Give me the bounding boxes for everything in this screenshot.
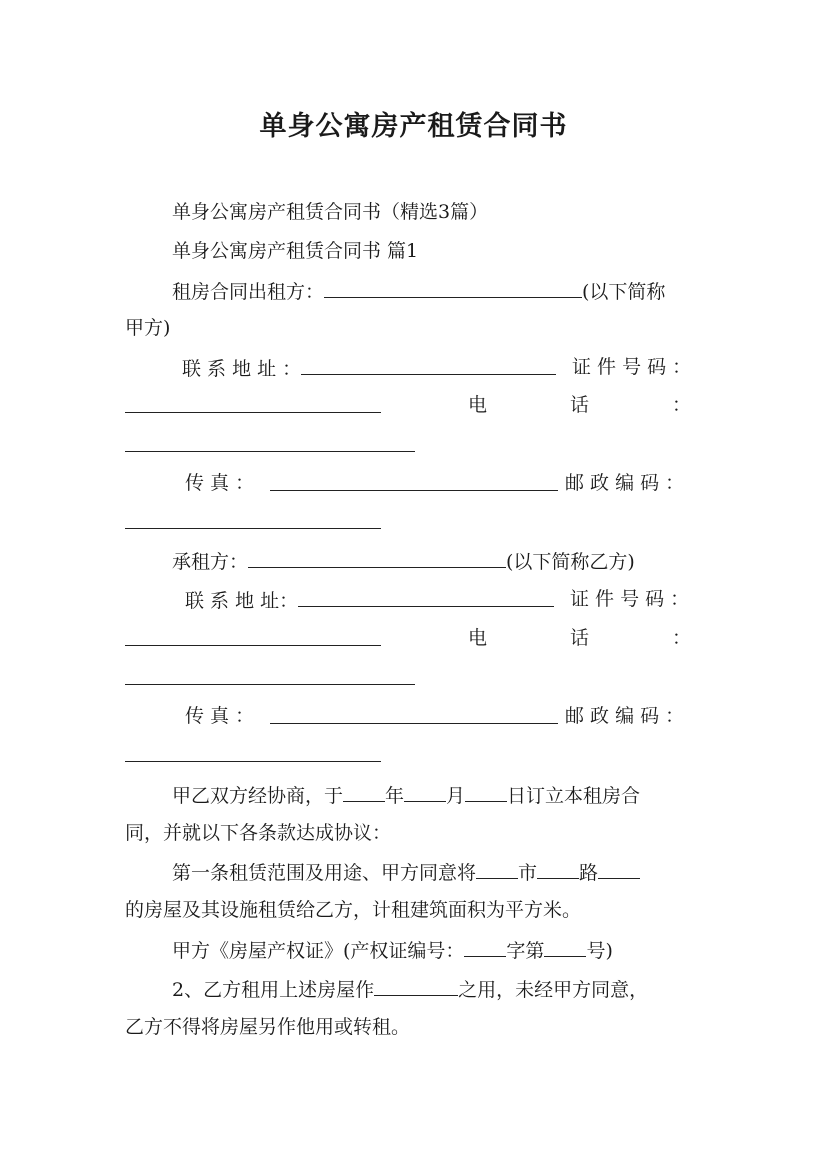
cert-text: 甲方《房屋产权证》(产权证编号：: [172, 940, 465, 962]
lessor-line: [172, 277, 665, 305]
lessee-phone-blank[interactable]: [125, 664, 415, 685]
clause2-line: [172, 975, 648, 1003]
agreement-line-2: 同，并就以下各条款达成协议：: [125, 822, 392, 844]
lessor-fax-row: [270, 470, 558, 498]
clause2-text: 之用，未经甲方同意，: [458, 979, 649, 1001]
lessee-fax-line: [185, 703, 254, 729]
phone-char: 话: [569, 627, 589, 649]
agreement-line: [172, 781, 640, 809]
lessee-label: 承租方：: [172, 551, 249, 573]
clause1-line: [172, 858, 640, 886]
house-number-blank[interactable]: [598, 858, 640, 879]
lessee-name-blank[interactable]: [248, 547, 506, 568]
lessor-postcode-blank[interactable]: [125, 508, 381, 529]
cert-number-blank[interactable]: [544, 936, 586, 957]
lessee-id-label: 证 件 号 码 ：: [570, 588, 690, 610]
lessor-fax-line: [185, 470, 254, 496]
lessee-phone-row: [125, 664, 415, 692]
phone-char: ：: [671, 627, 691, 649]
lessor-address-label: 联 系 地 址 ：: [182, 358, 302, 380]
lessor-id-blank[interactable]: [125, 392, 381, 413]
agreement-text: 甲乙双方经协商，于: [172, 785, 344, 807]
cert-hao-label: 号): [586, 940, 613, 962]
year-blank[interactable]: [343, 781, 385, 802]
clause1-text: 第一条租赁范围及用途、甲方同意将: [172, 862, 477, 884]
lessee-id-blank[interactable]: [125, 625, 381, 646]
lessor-id-row: [125, 392, 381, 420]
lessor-phone-label: [468, 392, 691, 418]
lessee-fax-row: [270, 703, 558, 731]
usage-blank[interactable]: [374, 975, 458, 996]
lessee-address-label: 联 系 地 址：: [185, 590, 299, 612]
intro-line: 单身公寓房产租赁合同书（精选3篇）: [172, 201, 489, 223]
city-blank[interactable]: [476, 858, 518, 879]
city-label: 市: [518, 862, 538, 884]
lessor-name-blank[interactable]: [324, 277, 582, 298]
lessor-postcode-label: 邮 政 编 码 ：: [565, 472, 685, 494]
lessee-fax-blank[interactable]: [270, 703, 558, 724]
cert-line: [172, 936, 613, 964]
lessee-postcode-label: 邮 政 编 码 ：: [565, 705, 685, 727]
lessor-postcode-row: [125, 508, 381, 536]
cert-zi-blank[interactable]: [464, 936, 506, 957]
clause2-text: 2、乙方租用上述房屋作: [172, 979, 375, 1001]
lessor-suffix-line: 甲方): [125, 317, 171, 339]
cert-zi-label: 字第: [506, 940, 545, 962]
lessee-fax-label: 传 真 ：: [185, 705, 255, 727]
lessor-address-blank[interactable]: [301, 354, 556, 375]
lessee-phone-label: [468, 625, 691, 651]
document-title: 单身公寓房产租赁合同书: [259, 111, 568, 142]
phone-char: 话: [569, 394, 589, 416]
lessor-suffix: (以下简称: [582, 281, 666, 303]
lessee-address-line: [185, 586, 554, 614]
lessor-label: 租房合同出租方：: [172, 281, 325, 303]
lessee-postcode-row: [125, 741, 381, 769]
lessee-address-blank[interactable]: [298, 586, 554, 607]
lessor-phone-blank[interactable]: [125, 431, 415, 452]
lessee-line: [172, 547, 635, 575]
lessor-address-line: [182, 354, 556, 382]
clause2-line-2: 乙方不得将房屋另作他用或转租。: [125, 1016, 411, 1038]
lessee-suffix: (以下简称乙方): [506, 551, 635, 573]
phone-char: ：: [671, 394, 691, 416]
phone-char: 电: [468, 627, 488, 649]
road-label: 路: [579, 862, 599, 884]
phone-char: 电: [468, 394, 488, 416]
year-label: 年: [385, 785, 405, 807]
month-blank[interactable]: [404, 781, 446, 802]
day-blank[interactable]: [465, 781, 507, 802]
month-label: 月: [446, 785, 466, 807]
agreement-text: 日订立本租房合: [507, 785, 641, 807]
lessor-id-label: 证 件 号 码 ：: [572, 356, 692, 378]
lessor-phone-row: [125, 431, 415, 459]
lessor-fax-label: 传 真 ：: [185, 472, 255, 494]
part-heading: 单身公寓房产租赁合同书 篇1: [172, 240, 419, 262]
lessor-fax-blank[interactable]: [270, 470, 558, 491]
clause1-line-2: 的房屋及其设施租赁给乙方，计租建筑面积为平方米。: [125, 899, 582, 921]
road-blank[interactable]: [537, 858, 579, 879]
lessee-id-row: [125, 625, 381, 653]
lessee-postcode-blank[interactable]: [125, 741, 381, 762]
